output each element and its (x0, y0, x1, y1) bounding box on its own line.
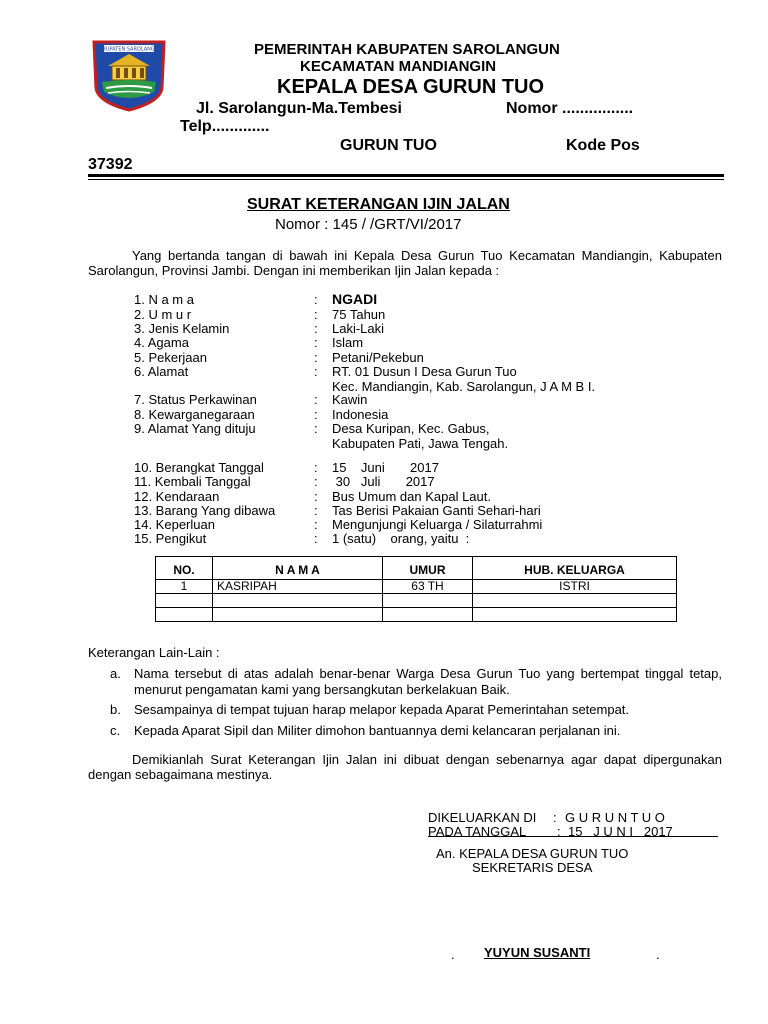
field-colon: : (314, 364, 318, 379)
issued-at-label: DIKELUARKAN DI (428, 810, 537, 825)
letterhead-postcode-label: Kode Pos (566, 137, 640, 154)
field-value: Laki-Laki (332, 321, 385, 336)
table-cell: ISTRI (473, 580, 677, 594)
note-text: Nama tersebut di atas adalah benar-benar Warga Desa Gurun Tuo yang bertempat tinggal tetap, menurut pengamatan kami yang bersangkutan berkelakuan Baik. (134, 666, 722, 697)
column-header-age: UMUR (383, 557, 473, 580)
field-colon: : (314, 531, 318, 546)
field-label: 11. Kembali Tanggal (134, 474, 251, 489)
field-label: 3. Jenis Kelamin (134, 321, 230, 336)
notes-heading: Keterangan Lain-Lain : (88, 645, 220, 660)
field-colon: : (314, 503, 318, 518)
field-label: 14. Keperluan (134, 517, 215, 532)
signatory-role: An. KEPALA DESA GURUN TUO (436, 846, 629, 861)
note-marker: a. (110, 666, 121, 681)
letterhead-phone: Telp............. (180, 118, 270, 135)
column-header-name: N A M A (213, 557, 383, 580)
closing-paragraph: Demikianlah Surat Keterangan Ijin Jalan ini dibuat dengan sebenarnya agar dapat dipergunakan dengan sebagaimana mestinya. (88, 752, 722, 782)
table-cell (156, 594, 213, 608)
intro-paragraph: Yang bertanda tangan di bawah ini Kepala Desa Gurun Tuo Kecamatan Mandiangin, Kabupaten Sarolangun, Provinsi Jambi. Dengan ini memberikan Ijin Jalan kepada : (88, 248, 722, 278)
field-value: Kawin (332, 392, 368, 407)
field-label: 7. Status Perkawinan (134, 392, 257, 407)
header-rule-thick (88, 174, 724, 177)
letterhead-postcode: 37392 (88, 156, 133, 173)
issued-date-value: 15 J U N I 2017 (568, 824, 673, 839)
field-label: 15. Pengikut (134, 531, 207, 546)
svg-text:KABUPATEN SAROLANGUN: KABUPATEN SAROLANGUN (95, 46, 163, 53)
field-colon: : (314, 292, 318, 307)
field-label: 1. N a m a (134, 292, 194, 307)
field-label: 9. Alamat Yang dituju (134, 421, 256, 436)
letterhead-number: Nomor ................ (506, 100, 634, 117)
field-label: 10. Berangkat Tanggal (134, 460, 264, 475)
letter-title: SURAT KETERANGAN IJIN JALAN (247, 196, 510, 213)
table-cell: 63 TH (383, 580, 473, 594)
field-value: 15 Juni 2017 (332, 460, 439, 475)
issued-date-label: PADA TANGGAL (428, 824, 527, 839)
column-header-no: NO. (156, 557, 213, 580)
table-cell (156, 608, 213, 622)
field-colon: : (314, 474, 318, 489)
field-value: Mengunjungi Keluarga / Silaturrahmi (332, 517, 543, 532)
column-header-relation: HUB. KELUARGA (473, 557, 677, 580)
field-label: 12. Kendaraan (134, 489, 220, 504)
field-colon: : (314, 517, 318, 532)
table-cell (213, 608, 383, 622)
field-colon: : (314, 307, 318, 322)
field-colon: : (314, 421, 318, 436)
letterhead-government: PEMERINTAH KABUPATEN SAROLANGUN (254, 41, 560, 58)
signatory-name: YUYUN SUSANTI (484, 945, 591, 960)
signature-dot-right: . (656, 947, 660, 962)
signatory-title: SEKRETARIS DESA (472, 860, 593, 875)
field-value-line2: Kabupaten Pati, Jawa Tengah. (332, 436, 509, 451)
field-value: Islam (332, 335, 364, 350)
table-row (156, 608, 677, 622)
issued-date-colon: : (557, 824, 561, 839)
field-value: 1 (satu) orang, yaitu : (332, 531, 470, 546)
table-cell (213, 594, 383, 608)
field-label: 5. Pekerjaan (134, 350, 207, 365)
note-marker: b. (110, 702, 121, 717)
table-cell (383, 594, 473, 608)
field-colon: : (314, 321, 318, 336)
table-row (156, 594, 677, 608)
letterhead-address: Jl. Sarolangun-Ma.Tembesi (196, 100, 402, 117)
letter-number: Nomor : 145 / /GRT/VI/2017 (275, 216, 462, 233)
field-colon: : (314, 489, 318, 504)
issued-at-value: G U R U N T U O (565, 810, 665, 825)
companion-table (155, 556, 677, 622)
table-header-row (156, 557, 677, 580)
issued-at-colon: : (553, 810, 557, 825)
field-label: 2. U m u r (134, 307, 192, 322)
letterhead-village-head: KEPALA DESA GURUN TUO (277, 76, 545, 98)
field-colon: : (314, 392, 318, 407)
table-cell: KASRIPAH (213, 580, 383, 594)
field-colon: : (314, 460, 318, 475)
table-cell: 1 (156, 580, 213, 594)
header-rule-thin (88, 179, 724, 180)
field-value: Bus Umum dan Kapal Laut. (332, 489, 491, 504)
field-value: Tas Berisi Pakaian Ganti Sehari-hari (332, 503, 541, 518)
field-colon: : (314, 350, 318, 365)
table-cell (473, 608, 677, 622)
note-marker: c. (110, 723, 121, 738)
table-cell (473, 594, 677, 608)
field-value: Indonesia (332, 407, 389, 422)
field-value: 30 Juli 2017 (332, 474, 435, 489)
field-value-line2: Kec. Mandiangin, Kab. Sarolangun, J A M B I. (332, 379, 596, 394)
field-value: Desa Kuripan, Kec. Gabus, (332, 421, 490, 436)
letterhead-district: KECAMATAN MANDIANGIN (300, 58, 497, 75)
field-label: 4. Agama (134, 335, 189, 350)
field-colon: : (314, 335, 318, 350)
field-value: 75 Tahun (332, 307, 386, 322)
signature-dot-left: . (451, 947, 455, 962)
regency-emblem-logo (88, 38, 170, 112)
table-cell (383, 608, 473, 622)
field-value: RT. 01 Dusun I Desa Gurun Tuo (332, 364, 517, 379)
note-text: Kepada Aparat Sipil dan Militer dimohon bantuannya demi kelancaran perjalanan ini. (134, 723, 621, 738)
field-label: 13. Barang Yang dibawa (134, 503, 276, 518)
field-label: 8. Kewarganegaraan (134, 407, 255, 422)
note-text: Sesampainya di tempat tujuan harap melapor kepada Aparat Pemerintahan setempat. (134, 702, 630, 717)
field-label: 6. Alamat (134, 364, 189, 379)
letterhead-village-name: GURUN TUO (340, 137, 437, 154)
table-row (156, 580, 677, 594)
field-colon: : (314, 407, 318, 422)
field-value: NGADI (332, 291, 378, 307)
field-value: Petani/Pekebun (332, 350, 424, 365)
